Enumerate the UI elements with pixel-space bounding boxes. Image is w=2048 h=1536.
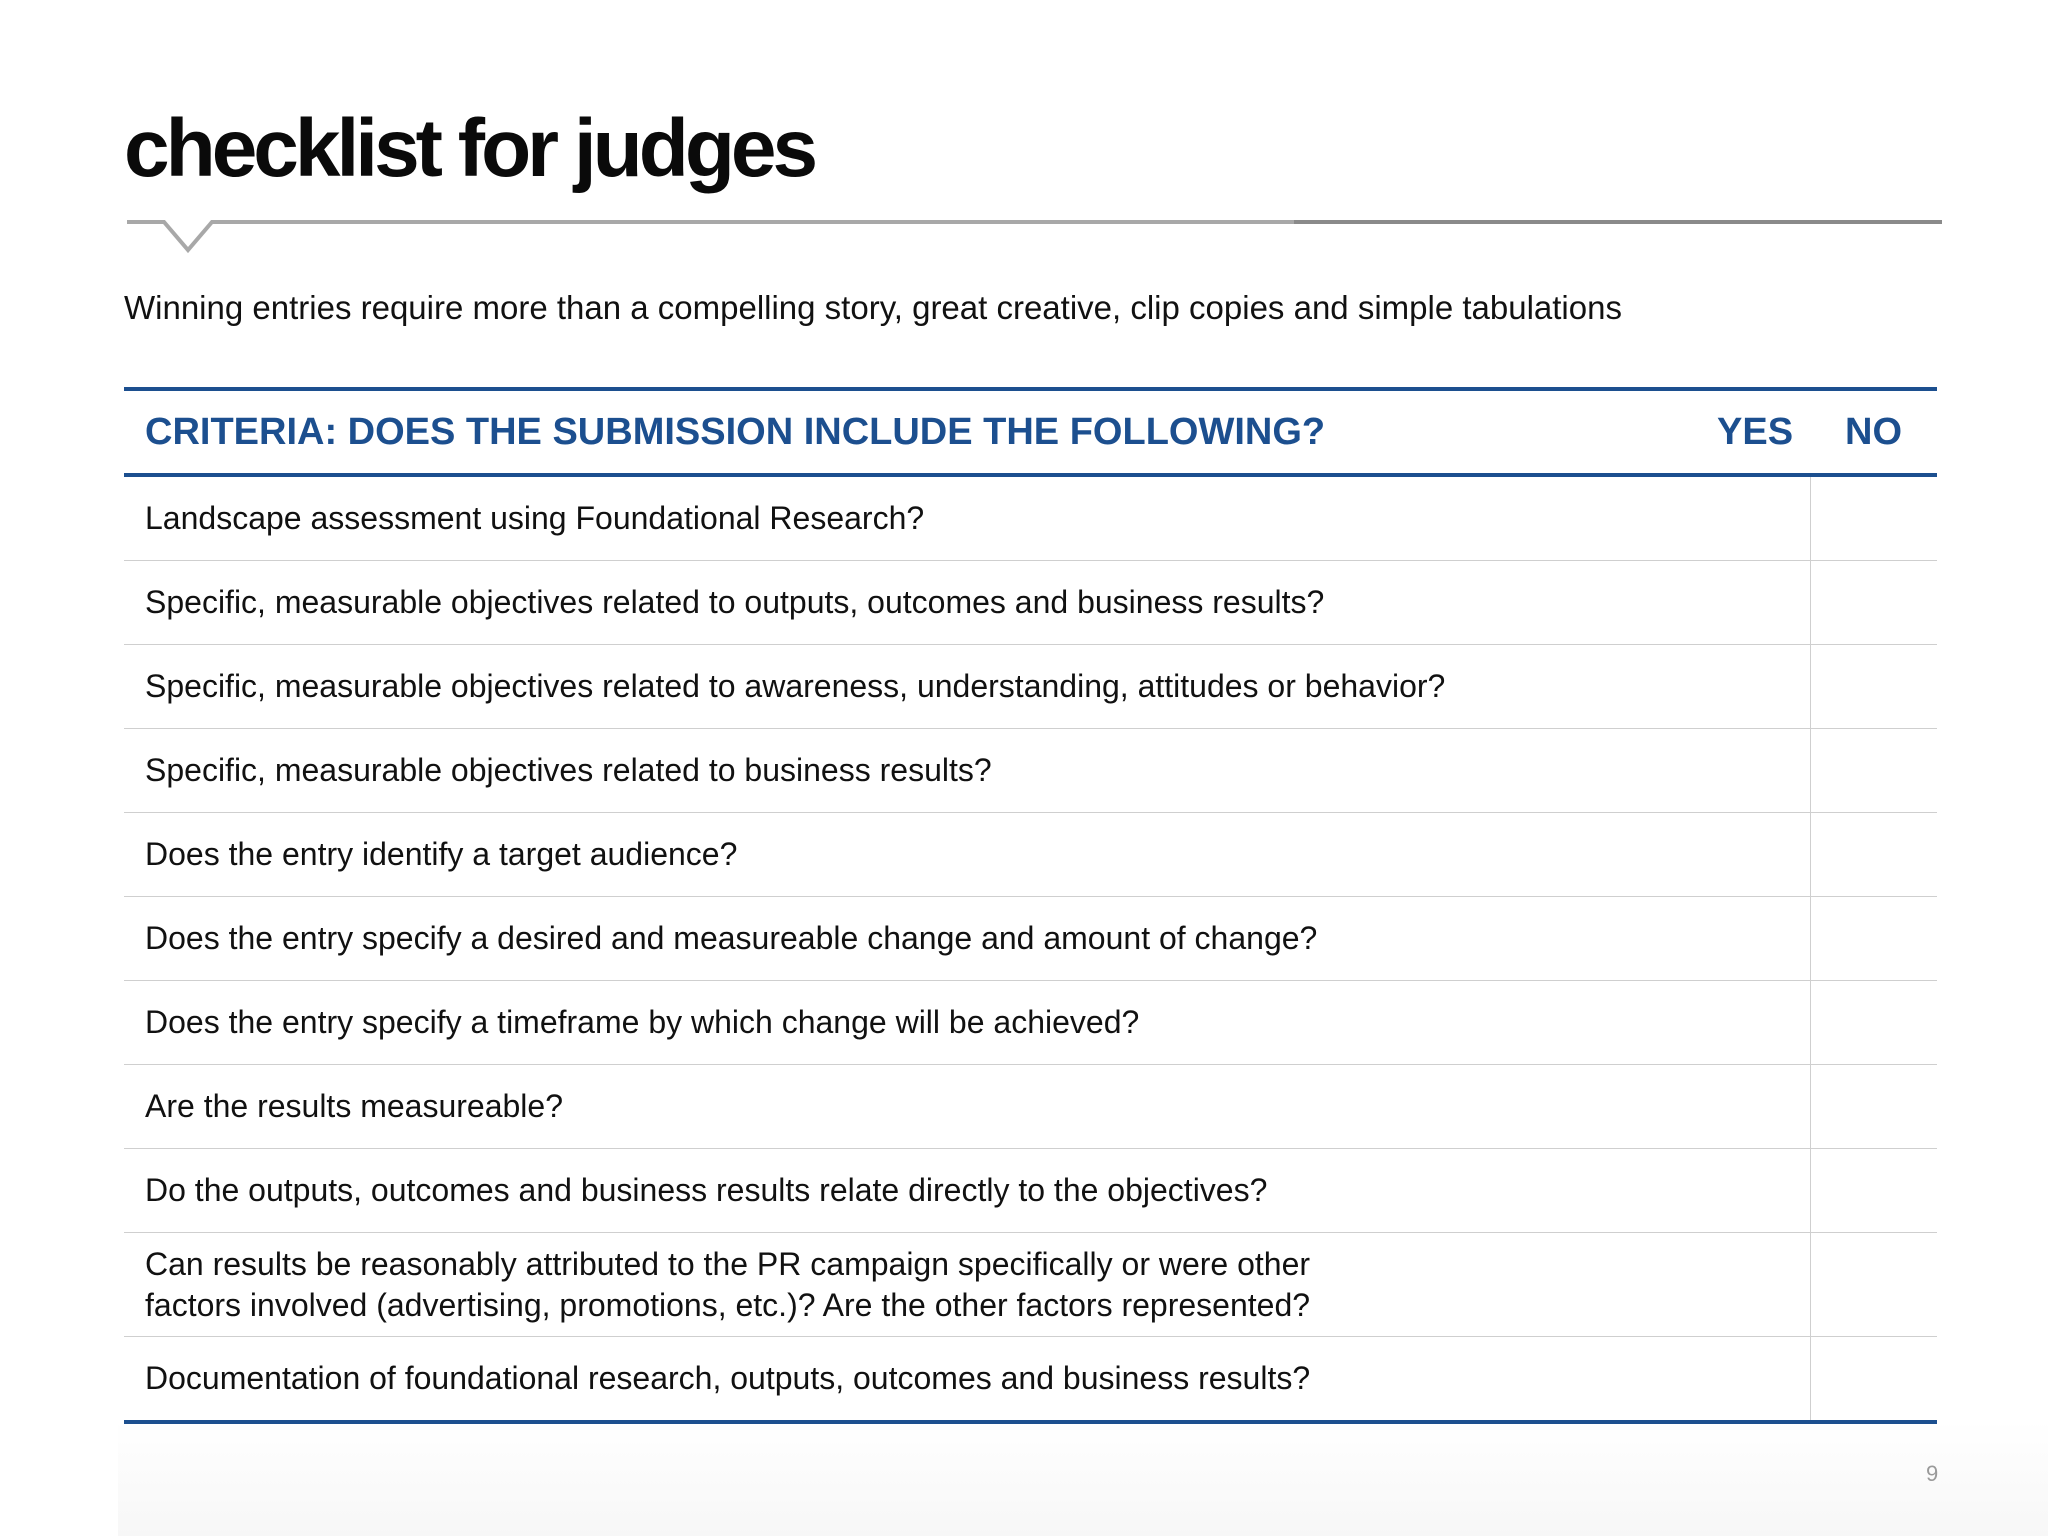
table-row xyxy=(124,1065,1937,1149)
table-row xyxy=(124,1337,1937,1423)
criteria-cell: Does the entry specify a desired and measureable change and amount of change? xyxy=(145,920,1318,956)
answer-cell[interactable] xyxy=(1810,1065,1937,1149)
criteria-header: CRITERIA: DOES THE SUBMISSION INCLUDE THE FOLLOWING? YES xyxy=(145,410,1794,453)
page-title: checklist for judges xyxy=(124,103,815,194)
criteria-cell: Specific, measurable objectives related to awareness, understanding, attitudes or behavior? xyxy=(145,668,1446,704)
table-row xyxy=(124,1149,1937,1233)
answer-cell[interactable] xyxy=(1810,1337,1937,1423)
answer-cell[interactable] xyxy=(1810,561,1937,645)
table-header-row xyxy=(124,389,1937,475)
table-row xyxy=(124,729,1937,813)
criteria-cell: Specific, measurable objectives related to business results? xyxy=(145,752,992,788)
table-row xyxy=(124,1233,1937,1337)
criteria-cell: Are the results measureable? xyxy=(145,1088,563,1124)
table-row xyxy=(124,813,1937,897)
answer-cell[interactable] xyxy=(1810,1149,1937,1233)
answer-cell[interactable] xyxy=(1810,729,1937,813)
criteria-cell: Documentation of foundational research, outputs, outcomes and business results? xyxy=(145,1360,1311,1396)
answer-cell[interactable] xyxy=(1810,813,1937,897)
criteria-line: Can results be reasonably attributed to the PR campaign specifically or were other xyxy=(145,1245,1311,1282)
answer-cell[interactable] xyxy=(1810,897,1937,981)
title-underline xyxy=(124,212,1942,258)
criteria-cell: Does the entry specify a timeframe by which change will be achieved? xyxy=(145,1004,1140,1040)
subtitle: Winning entries require more than a compelling story, great creative, clip copies and simple tabulations xyxy=(124,289,1622,326)
criteria-cell: Does the entry identify a target audience? xyxy=(145,836,738,872)
no-header: NO xyxy=(1845,410,1902,453)
table-row xyxy=(124,897,1937,981)
answer-cell[interactable] xyxy=(1810,1233,1937,1337)
page-number: 9 xyxy=(1926,1461,1939,1486)
criteria-cell: Specific, measurable objectives related to outputs, outcomes and business results? xyxy=(145,584,1325,620)
table-row xyxy=(124,645,1937,729)
answer-cell[interactable] xyxy=(1810,475,1937,561)
checklist-table xyxy=(124,387,1937,1424)
answer-cell[interactable] xyxy=(1810,981,1937,1065)
criteria-cell: Landscape assessment using Foundational Research? xyxy=(145,500,925,536)
criteria-cell: Do the outputs, outcomes and business results relate directly to the objectives? xyxy=(145,1172,1268,1208)
table-row xyxy=(124,561,1937,645)
table-row xyxy=(124,981,1937,1065)
checklist-table-container xyxy=(124,387,1937,1424)
table-row xyxy=(124,475,1937,561)
criteria-cell xyxy=(124,1233,1810,1337)
criteria-line: factors involved (advertising, promotions, etc.)? Are the other factors represented? xyxy=(145,1286,1311,1323)
bottom-shade xyxy=(118,1420,2048,1536)
yes-header: YES xyxy=(1717,410,1794,453)
answer-cell[interactable] xyxy=(1810,645,1937,729)
